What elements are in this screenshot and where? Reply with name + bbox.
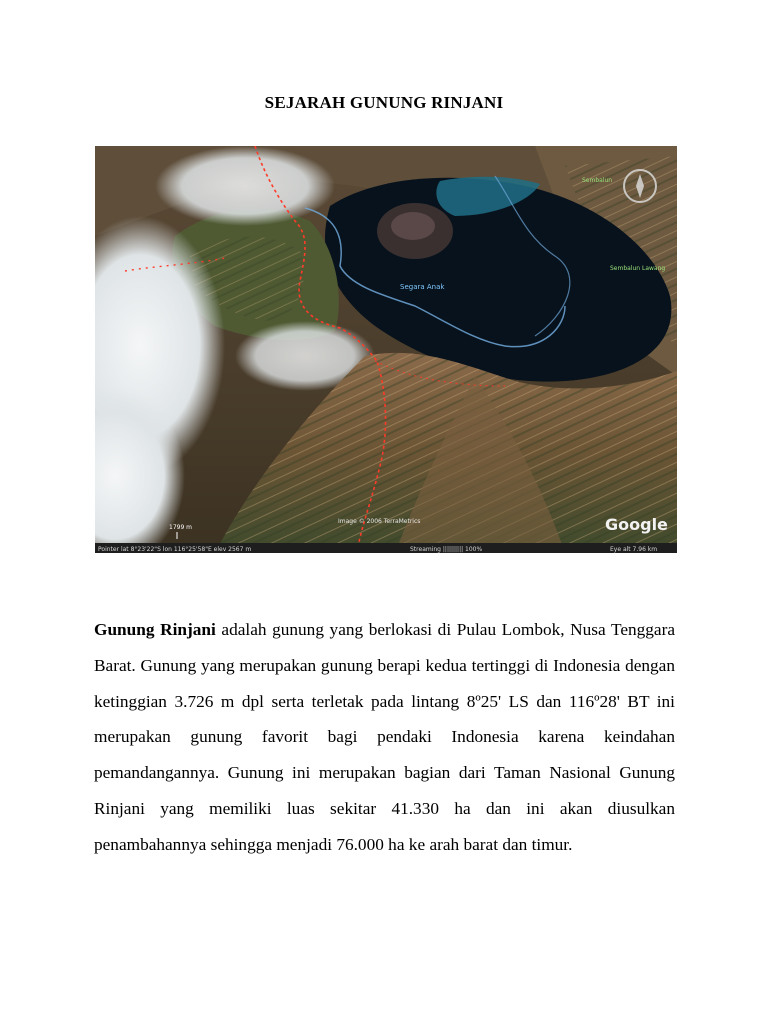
status-streaming: Streaming |||||||||| 100% (410, 546, 483, 553)
paragraph-lead-bold: Gunung Rinjani (94, 620, 216, 639)
map-copyright: Image © 2006 TerraMetrics (338, 518, 421, 525)
document-title: SEJARAH GUNUNG RINJANI (264, 93, 504, 112)
body-paragraph (94, 612, 675, 863)
place-label-sembalun-lawang: Sembalun Lawang (610, 265, 666, 272)
paragraph-text: adalah gunung yang berlokasi di Pulau Lombok, Nusa Tenggara Barat. Gunung yang merupakan gunung berapi kedua tertinggi di Indonesia dengan ketinggian 3.726 m dpl serta terletak pada lintang 8º25' LS dan 116º28' BT ini merupakan gunung favorit bagi pendaki Indonesia karena keindahan pemandangannya. Gunung ini merupakan bagian dari Taman Nasional Gunung Rinjani yang memiliki luas sekitar 41.330 ha dan ini akan diusulkan penambahannya sehingga menjadi 76.000 ha ke arah barat dan timur. (94, 620, 676, 854)
place-label-sembalun: Sembalun (582, 177, 613, 184)
scale-label: 1799 m (169, 524, 193, 531)
satellite-map-image (95, 146, 677, 553)
status-eye-altitude: Eye alt 7.96 km (610, 546, 658, 553)
status-coordinates: Pointer lat 8°23'22"S lon 116°25'58"E elev 2567 m (98, 546, 252, 553)
lake-label: Segara Anak (400, 283, 445, 291)
google-logo: Google (605, 515, 668, 534)
map-graphic (95, 146, 677, 553)
